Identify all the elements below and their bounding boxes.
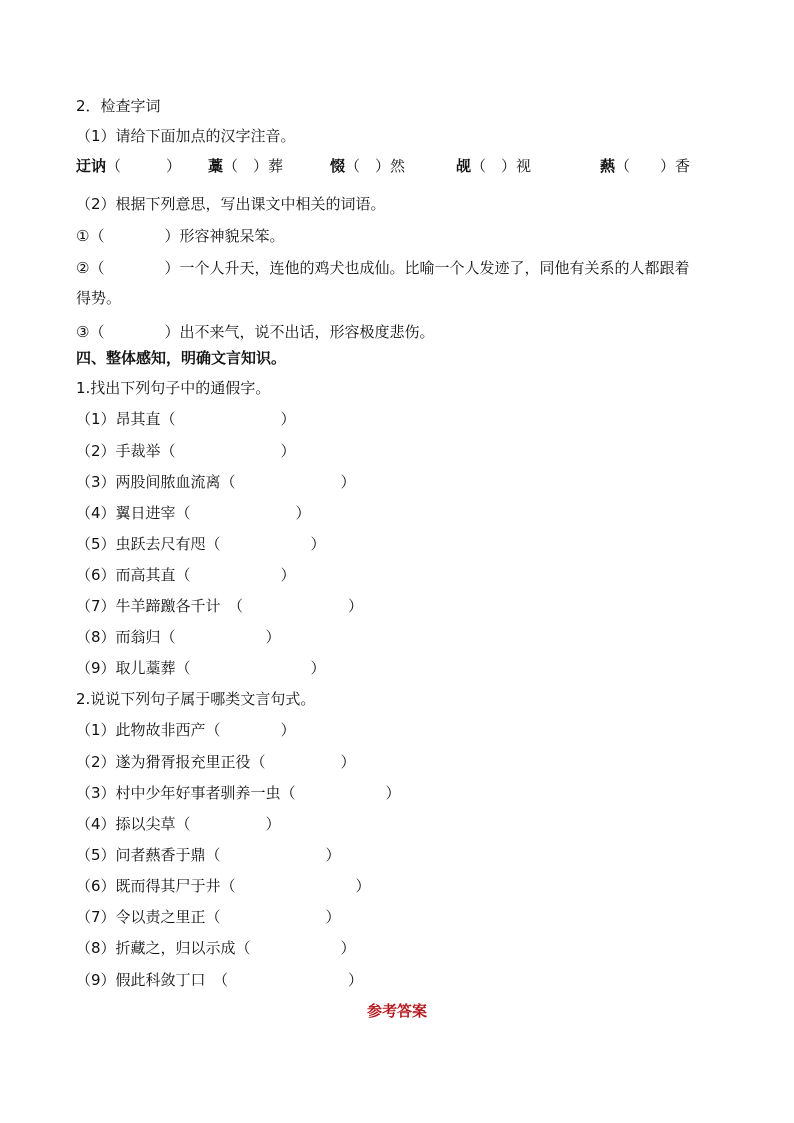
part-2-item: （2）遂为猾胥报充里正役（ ） xyxy=(76,753,356,771)
pinyin-item-1: 迂讷（ ） xyxy=(76,157,182,175)
part-1-item: （9）取儿藁葬（ ） xyxy=(76,659,326,677)
part-1-item: （8）而翁归（ ） xyxy=(76,628,281,646)
part-1-title: 1.找出下列句子中的通假字。 xyxy=(76,379,271,397)
section-2-title: 2．检查字词 xyxy=(76,97,161,115)
part-2-item: （7）令以责之里正（ ） xyxy=(76,908,341,926)
pinyin-item-2: 藁（ ）葬 xyxy=(208,157,284,175)
word-item-2: ②（ ）一个人升天，连他的鸡犬也成仙。比喻一个人发迹了，同他有关系的人都跟着 xyxy=(76,259,690,277)
pinyin-item-3: 惙（ ）然 xyxy=(330,157,406,175)
word-item-1: ①（ ）形容神貌呆笨。 xyxy=(76,227,285,245)
word-item-3: ③（ ）出不来气，说不出话，形容极度悲伤。 xyxy=(76,323,435,341)
part-1-item: （6）而高其直（ ） xyxy=(76,566,296,584)
part-1-item: （2）手裁举（ ） xyxy=(76,442,296,460)
part-2-item: （9）假此科敛丁口 （ ） xyxy=(76,971,364,989)
pinyin-item-4: 觇（ ）视 xyxy=(456,157,532,175)
part-2-item: （8）折藏之，归以示成（ ） xyxy=(76,939,356,957)
answer-key-heading: 参考答案 xyxy=(366,1002,427,1020)
part-1-item: （5）虫跃去尺有咫（ ） xyxy=(76,535,326,553)
part-1-item: （3）两股间脓血流离（ ） xyxy=(76,473,356,491)
word-item-2-continued: 得势。 xyxy=(76,289,122,307)
part-2-item: （5）问者爇香于鼎（ ） xyxy=(76,846,341,864)
part-1-item: （4）翼日进宰（ ） xyxy=(76,504,311,522)
question-2-prompt: （2）根据下列意思，写出课文中相关的词语。 xyxy=(76,195,386,213)
part-2-title: 2.说说下列句子属于哪类文言句式。 xyxy=(76,690,316,708)
part-2-item: （3）村中少年好事者驯养一虫（ ） xyxy=(76,784,401,802)
part-1-item: （1）昂其直（ ） xyxy=(76,410,296,428)
pinyin-item-5: 爇（ ）香 xyxy=(600,157,691,175)
part-2-item: （1）此物故非西产（ ） xyxy=(76,721,296,739)
part-1-item: （7）牛羊蹄躈各千计 （ ） xyxy=(76,597,364,615)
part-2-item: （4）掭以尖草（ ） xyxy=(76,815,281,833)
section-4-title: 四、整体感知，明确文言知识。 xyxy=(76,349,287,367)
question-1-prompt: （1）请给下面加点的汉字注音。 xyxy=(76,127,296,145)
part-2-item: （6）既而得其尸于井（ ） xyxy=(76,877,371,895)
